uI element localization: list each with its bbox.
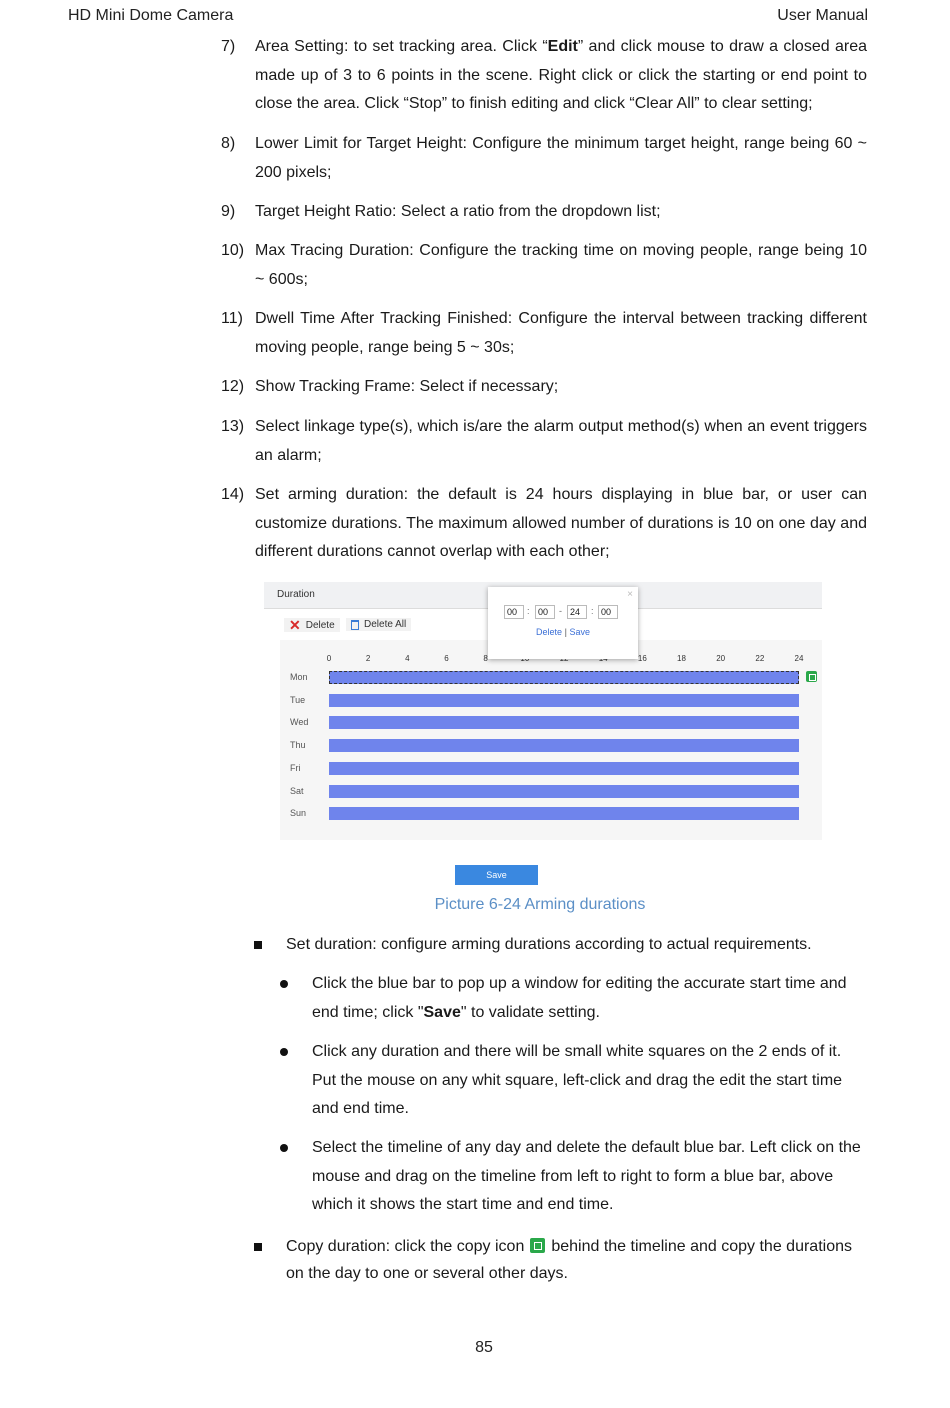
delete-x-icon: ✕: [289, 617, 301, 633]
list-item: [221, 481, 867, 567]
duration-bar[interactable]: [329, 694, 799, 707]
delete-button[interactable]: [284, 618, 340, 632]
sub-bullet: [280, 1134, 867, 1220]
dash-separator: -: [559, 606, 562, 616]
timeline-tick: 24: [794, 654, 804, 663]
copy-duration-bullet: [254, 1233, 867, 1287]
end-hour-input[interactable]: 24: [567, 605, 587, 619]
item-number: 9): [221, 203, 236, 220]
list-item: [221, 130, 867, 187]
timeline-tick: 18: [677, 654, 686, 663]
item-text: Dwell Time After Tracking Finished: Configure the interval between tracking different moving people, range being 5 ~ 30s;: [255, 310, 867, 356]
end-minute-input[interactable]: 00: [598, 605, 618, 619]
day-label: Tue: [290, 694, 306, 705]
start-minute-input[interactable]: 00: [535, 605, 555, 619]
popup-links: [488, 627, 638, 637]
edit-bold: Edit: [547, 38, 578, 55]
item-text: Area Setting: to set tracking area. Click “Edit” and click mouse to draw a closed area made up of 3 to 6 points in the scene. Right click or click the starting or end point to close the area. Click “Stop” to finish editing and click “Clear All” to clear setting;: [255, 38, 867, 112]
copy-duration-text: Copy duration: click the copy icon behind the timeline and copy the durations on the day to one or several other days.: [286, 1238, 852, 1282]
start-hour-input[interactable]: 00: [504, 605, 524, 619]
list-item: [221, 373, 867, 402]
timeline-tick: 0: [326, 654, 332, 663]
duration-bar[interactable]: [329, 762, 799, 775]
save-button[interactable]: Save: [455, 865, 538, 885]
timeline-tick: 8: [483, 654, 488, 663]
day-label: Wed: [290, 717, 309, 728]
item-number: 12): [221, 378, 245, 395]
item-number: 10): [221, 242, 245, 259]
copy-icon: [530, 1238, 545, 1253]
close-icon[interactable]: ×: [627, 589, 633, 600]
timeline-tick: 6: [444, 654, 449, 663]
day-label: Thu: [290, 740, 306, 751]
sub-bullet: [280, 970, 867, 1027]
list-item: [221, 33, 867, 119]
item-number: 8): [221, 135, 236, 152]
item-number: 14): [221, 486, 245, 503]
item-text: Lower Limit for Target Height: Configure the minimum target height, range being 60 ~ 200 pixels;: [255, 135, 867, 181]
popup-save-link[interactable]: Save: [569, 627, 590, 637]
dot-bullet-icon: [280, 1144, 288, 1152]
trash-icon: [351, 620, 359, 630]
duration-figure: [264, 582, 822, 840]
list-item: [221, 198, 867, 227]
square-bullet-icon: [254, 941, 262, 949]
save-bold: Save: [423, 1003, 461, 1021]
sub-bullet: [280, 1038, 867, 1124]
item-text: Select linkage type(s), which is/are the alarm output method(s) when an event triggers an alarm;: [255, 418, 867, 464]
day-label: Mon: [290, 672, 308, 682]
item-text: Show Tracking Frame: Select if necessary;: [255, 378, 559, 395]
duration-title: Duration: [277, 589, 315, 600]
list-item: [221, 237, 867, 294]
delete-all-label: Delete All: [364, 619, 407, 630]
dot-bullet-icon: [280, 980, 288, 988]
colon-separator: :: [527, 606, 530, 616]
item-text: Target Height Ratio: Select a ratio from the dropdown list;: [255, 203, 661, 220]
popup-delete-link[interactable]: Delete: [536, 627, 563, 637]
delete-all-button[interactable]: [346, 618, 411, 631]
set-duration-bullet: [254, 931, 867, 960]
sub-bullet-text: Select the timeline of any day and delete the default blue bar. Left click on the mouse and drag on the timeline from left to right to form a blue bar, above which it shows the start time and end time.: [312, 1139, 861, 1213]
duration-bar[interactable]: [329, 739, 799, 752]
day-label: Fri: [290, 762, 301, 773]
timeline-tick: 4: [405, 654, 410, 663]
colon-separator: :: [591, 606, 594, 616]
sub-bullet-text: Click any duration and there will be small white squares on the 2 ends of it. Put the mouse on any whit square, left-click and drag the edit the start time and end time.: [312, 1043, 843, 1117]
timeline-tick: 16: [637, 654, 647, 663]
day-label: Sun: [290, 808, 307, 819]
duration-bar[interactable]: [329, 671, 799, 684]
delete-label: Delete: [305, 619, 335, 631]
list-item: [221, 305, 867, 362]
header-manual: User Manual: [777, 7, 868, 24]
figure-caption: Picture 6-24 Arming durations: [434, 896, 646, 913]
copy-icon[interactable]: [806, 671, 817, 682]
timeline-tick: 2: [365, 654, 371, 663]
set-duration-text: Set duration: configure arming durations according to actual requirements.: [286, 936, 812, 953]
item-text: Set arming duration: the default is 24 hours displaying in blue bar, or user can customize durations. The maximum allowed number of durations is 10 on one day and different durations cannot overlap with each other;: [255, 486, 867, 560]
square-bullet-icon: [254, 1243, 262, 1251]
dot-bullet-icon: [280, 1048, 288, 1056]
item-number: 13): [221, 418, 245, 435]
link-separator: |: [564, 627, 567, 637]
day-label: Sat: [290, 785, 304, 796]
duration-bar[interactable]: [329, 785, 799, 798]
timeline-tick: 22: [755, 654, 765, 663]
item-number: 11): [221, 310, 243, 327]
timeline-tick: 20: [716, 654, 726, 663]
sub-bullet-text: Click the blue bar to pop up a window for editing the accurate start time and end time; click "Save" to validate setting.: [312, 975, 847, 1021]
item-number: 7): [221, 38, 236, 55]
header-title: HD Mini Dome Camera: [68, 7, 234, 24]
list-item: [221, 413, 867, 470]
duration-bar[interactable]: [329, 807, 799, 820]
duration-bar[interactable]: [329, 716, 799, 729]
time-edit-popup: [488, 587, 638, 659]
item-text: Max Tracing Duration: Configure the tracking time on moving people, range being 10 ~ 600s;: [255, 242, 867, 288]
page-number: 85: [475, 1339, 493, 1356]
